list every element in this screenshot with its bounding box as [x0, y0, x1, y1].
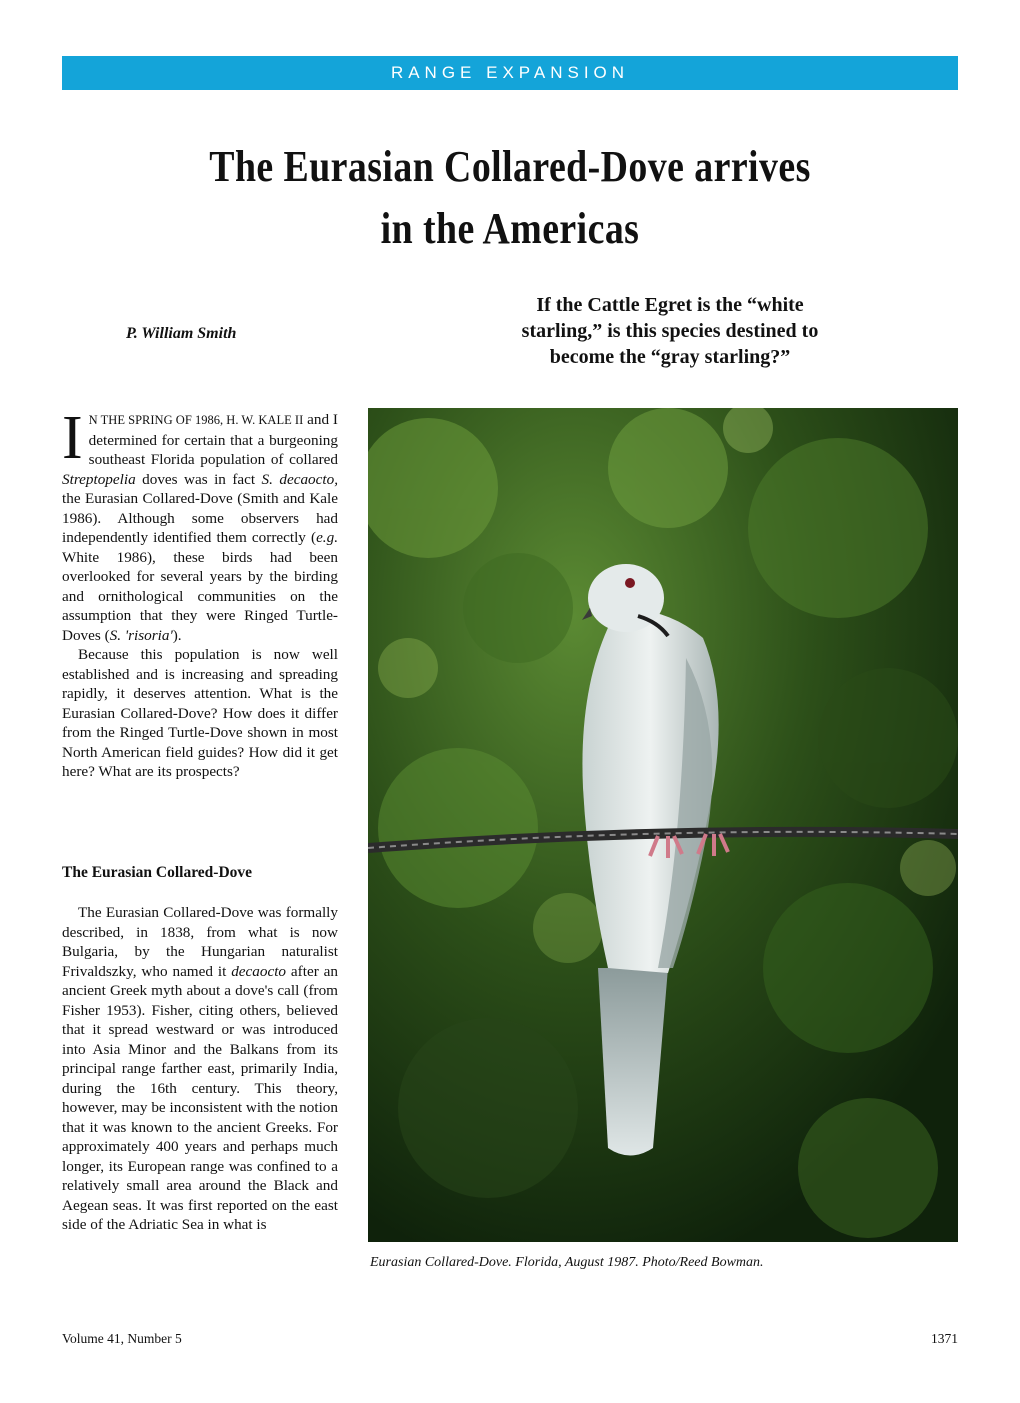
text-run-italic: Streptopelia	[62, 470, 136, 488]
title-line-1: The Eurasian Collared-Dove arrives	[209, 142, 811, 191]
dove-illustration	[368, 408, 958, 1242]
intro-lead-smallcaps: N THE SPRING OF 1986, H. W. KALE II	[88, 413, 304, 427]
deck-line-3: become the “gray starling?”	[549, 346, 791, 368]
text-run: The Eurasian Collared-Dove was formally described, in 1838, from what is now Bulgaria, by the Hungarian naturalist Frivaldszky, who named it	[62, 904, 338, 980]
text-run: and I determined for certain that a burgeoning southeast Florida population of collared	[88, 411, 338, 468]
text-run-italic: S. decaocto,	[261, 470, 338, 488]
section-paragraph	[62, 903, 338, 1235]
text-run-italic: S. 'risoria'	[109, 626, 173, 644]
dove-photo	[368, 408, 958, 1242]
deck-line-2: starling,” is this species destined to	[521, 320, 819, 342]
intro-paragraph-2: Because this population is now well established and is increasing and spreading rapidly, it deserves attention. What is the Eurasian Collared-Dove? How does it differ from the Ringed Turtle-Dove shown in most North American field guides? How did it get here? What are its prospects?	[62, 646, 338, 780]
text-run: White 1986), these birds had been overlooked for several years by the birding and ornithological communities on the assumption that they were Ringed Turtle-Doves (	[62, 548, 338, 644]
section-banner: RANGE EXPANSION	[62, 56, 958, 90]
text-run-italic: e.g.	[316, 529, 338, 546]
title-line-2: in the Americas	[380, 204, 640, 253]
intro-column	[62, 404, 338, 782]
section-column	[62, 903, 338, 1235]
article-title	[123, 136, 897, 260]
section-heading: The Eurasian Collared-Dove	[62, 864, 253, 881]
text-run: doves was in fact	[135, 470, 262, 488]
author-byline: P. William Smith	[126, 325, 237, 342]
text-run: the Eurasian Collared-Dove (Smith and Kale 1986). Although some observers had independently identified them correctly (	[62, 490, 338, 546]
text-run: after an ancient Greek myth about a dove's call (from Fisher 1953). Fisher, citing others, believed that it spread westward or was introduced into Asia Minor and the Balkans from its principal range farther east, primarily India, during the 16th century. This theory, however, may be inconsistent with the notion that it was known to the ancient Greeks. For approximately 400 years and perhaps much longer, its European range was confined to a relatively small area around the Black and Aegean seas. It was first reported on the east side of the Adriatic Sea in what is	[62, 962, 338, 1233]
drop-cap: I	[62, 404, 83, 472]
intro-paragraph-1	[62, 404, 338, 645]
footer-volume: Volume 41, Number 5	[62, 1331, 182, 1346]
text-run-italic: decaocto	[231, 962, 287, 980]
text-run: ).	[172, 626, 182, 644]
article-deck	[440, 292, 900, 370]
footer-page-number: 1371	[931, 1331, 958, 1346]
deck-line-1: If the Cattle Egret is the “white	[536, 294, 804, 316]
photo-caption: Eurasian Collared-Dove. Florida, August 1987. Photo/Reed Bowman.	[370, 1255, 764, 1270]
